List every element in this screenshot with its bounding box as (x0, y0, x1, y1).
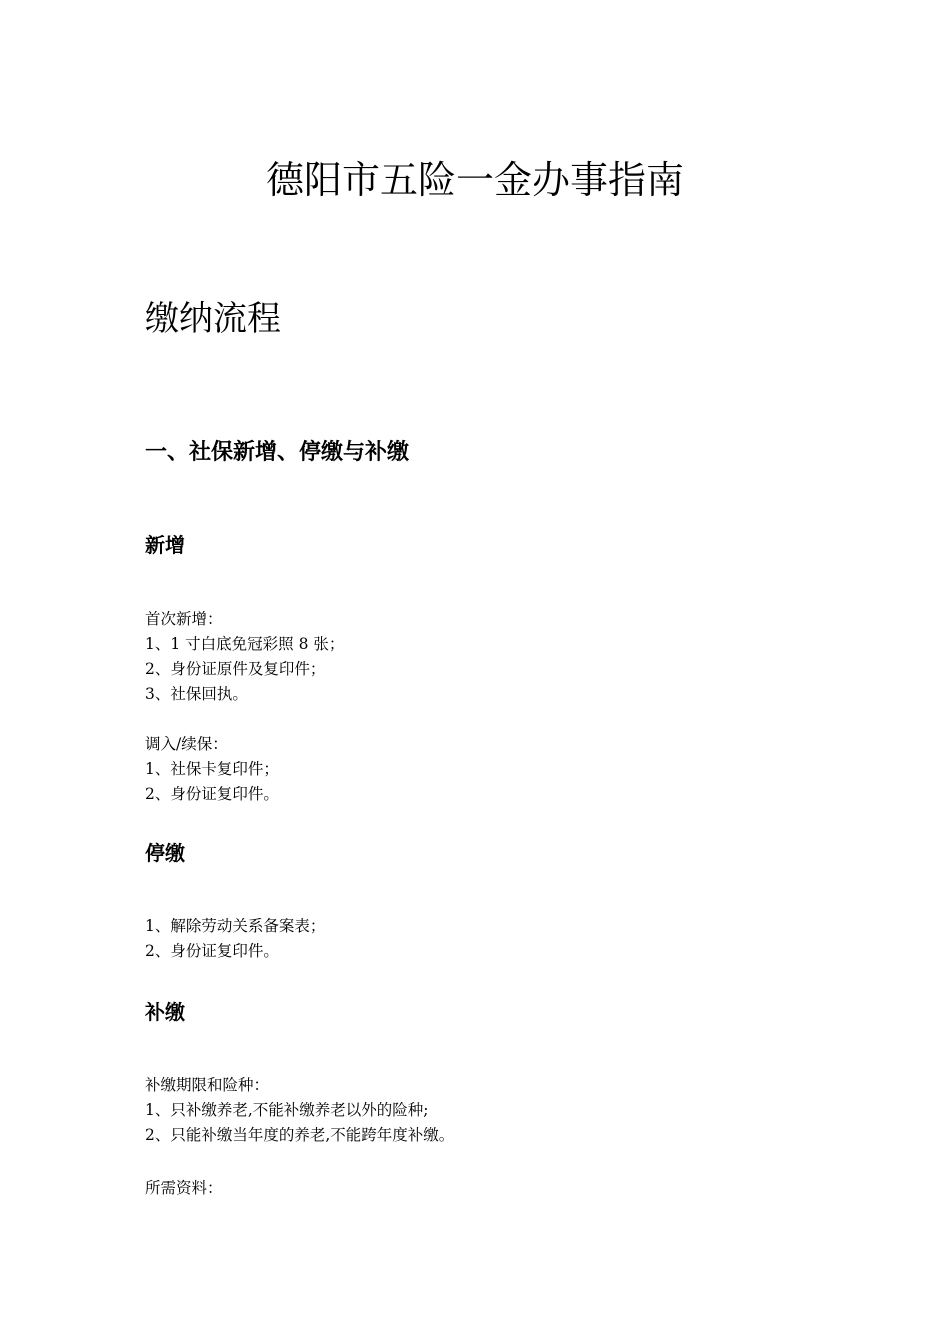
list-item: 1、只补缴养老,不能补缴养老以外的险种; (145, 1101, 429, 1119)
heading-bujiao: 补缴 (145, 1000, 185, 1024)
list-item: 补缴期限和险种： (145, 1076, 270, 1094)
subsection-heading: 一、社保新增、停缴与补缴 (145, 439, 410, 465)
list-item: 1、社保卡复印件； (145, 760, 279, 778)
document-title: 德阳市五险一金办事指南 (265, 158, 684, 202)
list-item: 首次新增： (145, 610, 223, 628)
list-item: 3、社保回执。 (145, 685, 248, 703)
list-item: 2、只能补缴当年度的养老,不能跨年度补缴。 (145, 1126, 455, 1144)
materials-label: 所需资料： (145, 1179, 223, 1197)
list-item: 2、身份证复印件。 (145, 942, 279, 960)
list-item: 2、身份证原件及复印件； (145, 660, 326, 678)
transfer-in-list (145, 732, 279, 807)
heading-tingjiao: 停缴 (145, 841, 185, 865)
list-item: 调入/续保： (145, 735, 228, 753)
list-item: 1、1 寸白底免冠彩照 8 张； (145, 635, 345, 653)
first-add-list (145, 607, 344, 707)
tingjiao-list (145, 914, 325, 964)
list-item: 2、身份证复印件。 (145, 785, 279, 803)
bujiao-scope-list (145, 1073, 454, 1148)
section-heading: 缴纳流程 (145, 299, 281, 339)
heading-xinzeng: 新增 (145, 533, 185, 557)
list-item: 1、解除劳动关系备案表； (145, 917, 326, 935)
